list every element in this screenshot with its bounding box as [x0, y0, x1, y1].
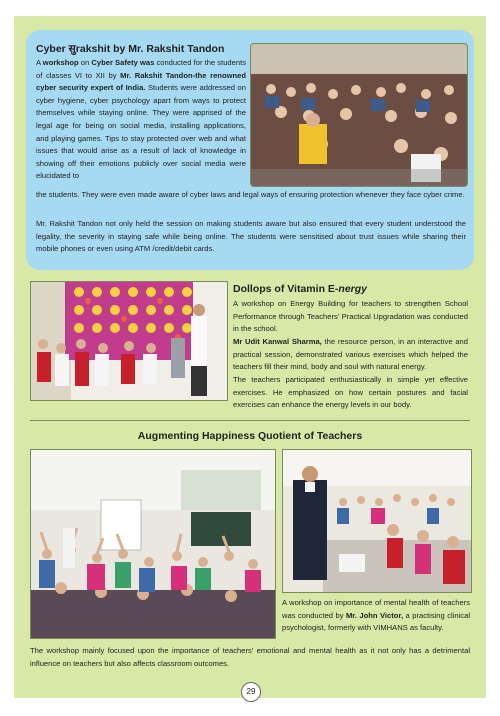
happiness-bottom-text: The workshop mainly focused upon the importance of teachers' emotional and mental health as it not only has a detrimental influence on teachers but also affects classroom outcomes.: [30, 646, 470, 668]
vitamin-paragraph-2: Mr Udit Kanwal Sharma, the resource person, in an interactive and practical session, demonstrated various exercises which helped the teachers fill their mind, body and soul with natural energy.: [233, 337, 468, 372]
vitamin-title: Dollops of Vitamin E-nergy: [233, 283, 367, 295]
page-number: 29: [241, 682, 261, 702]
cyber-intro-text: A workshop on Cyber Safety was conducted for the students of classes VI to XII by Mr. Rakshit Tandon-the renowned cyber security expert of India. Students were addressed on cyber hygiene, cyber psychology apart from ways to protect themselves while staying online. They were apprised of the legal age for being on social media, installing applications, and playing games. Tips to stay protected over web and what issues that would arise as a result of lack of knowledge in showing off their emotions publicly over social media were elucidated to: [36, 58, 247, 181]
vitamin-paragraph-3: The teachers participated enthusiastically in simple yet effective exercises. He emphasized on how certain postures and facial exercises can enhance the energy levels in our body.: [233, 375, 468, 410]
cyber-paragraph-2: Mr. Rakshit Tandon not only held the session on making students aware but also ensured that every student understood the legality, the severity in staying safe while being online. The students were sensitised about trust issues while sharing their mobile phones or even using ATM /credit/debit cards.: [36, 219, 466, 254]
section-divider: [30, 420, 470, 421]
cyber-workshop-photo: [250, 43, 468, 187]
teachers-exercise-photo: [30, 449, 276, 639]
cyber-title: Cyber सुrakshit by Mr. Rakshit Tandon: [36, 43, 225, 55]
cyber-continued-text: the students. They were even made aware of cyber laws and legal ways of ensuring protection whenever they face cyber crime.: [36, 190, 465, 199]
happiness-side-text: A workshop on importance of mental health of teachers was conducted by Mr. John Victor, a practising clinical psychologist, formerly with VIMHANS as faculty.: [282, 598, 471, 633]
mental-health-talk-photo: [282, 449, 472, 593]
energy-workshop-photo: [30, 281, 228, 401]
happiness-title: Augmenting Happiness Quotient of Teachers: [137, 430, 363, 442]
vitamin-paragraph-1: A workshop on Energy Building for teachers to strengthen School Performance through Teachers' Practical Upgradation was conducted in the school.: [233, 299, 468, 334]
